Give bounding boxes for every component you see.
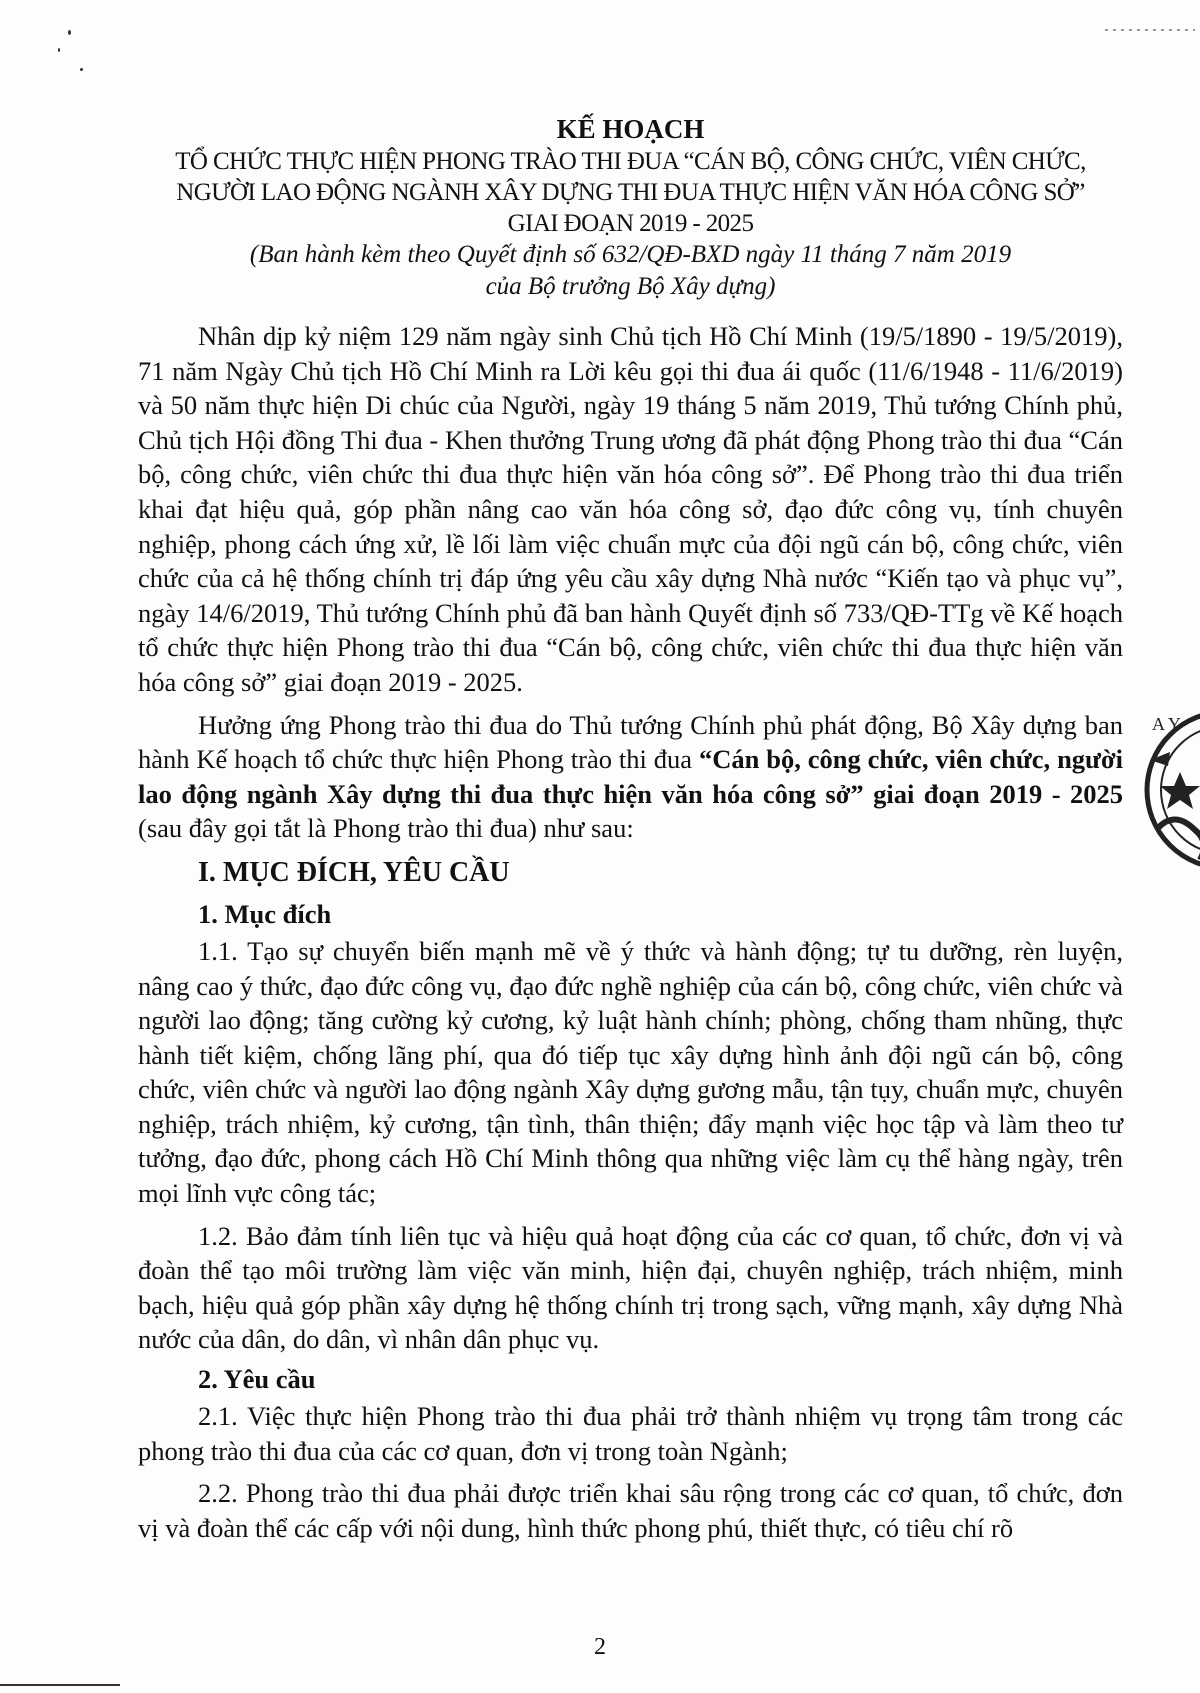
scan-speck [68,30,71,35]
response-paragraph-tail: (sau đây gọi tắt là Phong trào thi đua) như sau: [138,813,634,844]
response-paragraph-lead: Hưởng ứng Phong trào thi đua do Thủ tướng Chính phủ phát động, Bộ Xây dựng ban hành Kế hoạch tổ chức thực hiện Phong trào thi đua [138,709,1123,775]
document-subtitle-line-2: NGƯỜI LAO ĐỘNG NGÀNH XÂY DỰNG THI ĐUA THỰC HIỆN VĂN HÓA CÔNG SỞ” [176,179,1085,206]
document-title: KẾ HOẠCH [556,114,705,144]
official-seal-fragment-icon [1140,710,1200,870]
response-paragraph-campaign-name: “Cán bộ, công chức, viên chức, người lao động ngành Xây dựng thi đua thực hiện văn hóa công sở” giai đoạn 2019 - 2025 [138,744,1123,809]
page-number: 2 [594,1634,606,1660]
document-body [138,112,1123,1545]
subsection-heading-requirements: 2. Yêu cầu [198,1364,316,1395]
issuance-note-line-1: (Ban hành kèm theo Quyết định số 632/QĐ-BXD ngày 11 tháng 7 năm 2019 [249,241,1012,268]
intro-paragraph: Nhân dịp kỷ niệm 129 năm ngày sinh Chủ tịch Hồ Chí Minh (19/5/1890 - 19/5/2019), 71 năm Ngày Chủ tịch Hồ Chí Minh ra Lời kêu gọi thi đua ái quốc (11/6/1948 - 11/6/2019) và 50 năm thực hiện Di chúc của Người, ngày 19 tháng 5 năm 2019, Thủ tướng Chính phủ, Chủ tịch Hội đồng Thi đua - Khen thưởng Trung ương đã phát động Phong trào thi đua “Cán bộ, công chức, viên chức thi đua thực hiện văn hóa công sở”. Để Phong trào thi đua triển khai đạt hiệu quả, góp phần nâng cao văn hóa công sở, đạo đức công vụ, tính chuyên nghiệp, phong cách ứng xử, lề lối làm việc chuẩn mực của đội ngũ cán bộ, công chức, viên chức của cả hệ thống chính trị đáp ứng yêu cầu xây dựng Nhà nước “Kiến tạo và phục vụ”, ngày 14/6/2019, Thủ tướng Chính phủ đã ban hành Quyết định số 733/QĐ-TTg về Kế hoạch tổ chức thực hiện Phong trào thi đua “Cán bộ, công chức, viên chức thi đua thực hiện văn hóa công sở” giai đoạn 2019 - 2025. [138,321,1123,697]
document-subtitle-line-3: GIAI ĐOẠN 2019 - 2025 [507,210,754,237]
item-2-2: 2.2. Phong trào thi đua phải được triển khai sâu rộng trong các cơ quan, tổ chức, đơn vị và đoàn thể các cấp với nội dung, hình thức phong phú, thiết thực, có tiêu chí rõ [138,1478,1123,1543]
section-heading-purpose-requirements: I. MỤC ĐÍCH, YÊU CẦU [198,856,510,888]
scan-speck [80,68,83,71]
subsection-heading-purpose: 1. Mục đích [198,898,332,929]
issuance-note-line-2: của Bộ trưởng Bộ Xây dựng) [485,273,776,300]
response-paragraph [138,708,1123,846]
document-subtitle-line-1: TỔ CHỨC THỰC HIỆN PHONG TRÀO THI ĐUA “CÁN BỘ, CÔNG CHỨC, VIÊN CHỨC, [175,148,1086,175]
item-1-2: 1.2. Bảo đảm tính liên tục và hiệu quả hoạt động của các cơ quan, tổ chức, đơn vị và đoàn thể tạo môi trường làm việc văn minh, hiện đại, chuyên nghiệp, trách nhiệm, minh bạch, hiệu quả góp phần xây dựng hệ thống chính trị trong sạch, vững mạnh, xây dựng Nhà nước của dân, do dân, vì nhân dân phục vụ. [138,1220,1123,1355]
seal-fragment-text: A Y [1152,714,1181,734]
item-2-1: 2.1. Việc thực hiện Phong trào thi đua phải trở thành nhiệm vụ trọng tâm trong các phong trào thi đua của các cơ quan, đơn vị trong toàn Ngành; [138,1401,1123,1466]
scan-speck [58,48,60,52]
item-1-1: 1.1. Tạo sự chuyển biến mạnh mẽ về ý thức và hành động; tự tu dưỡng, rèn luyện, nâng cao ý thức, đạo đức công vụ, đạo đức nghề nghiệp của cán bộ, công chức, viên chức và người lao động; tăng cường kỷ cương, kỷ luật hành chính; phòng, chống tham nhũng, thực hành tiết kiệm, chống lãng phí, qua đó tiếp tục xây dựng hình ảnh đội ngũ cán bộ, công chức, viên chức và người lao động ngành Xây dựng gương mẫu, tận tụy, chuẩn mực, chuyên nghiệp, trách nhiệm, kỷ cương, tận tình, thân thiện; đẩy mạnh việc học tập và làm theo tư tưởng, đạo đức, phong cách Hồ Chí Minh thông qua những việc làm cụ thể hàng ngày, trên mọi lĩnh vực công tác; [138,935,1123,1209]
scan-speckle-marks [1105,20,1195,26]
scan-bottom-rule [0,1684,120,1686]
